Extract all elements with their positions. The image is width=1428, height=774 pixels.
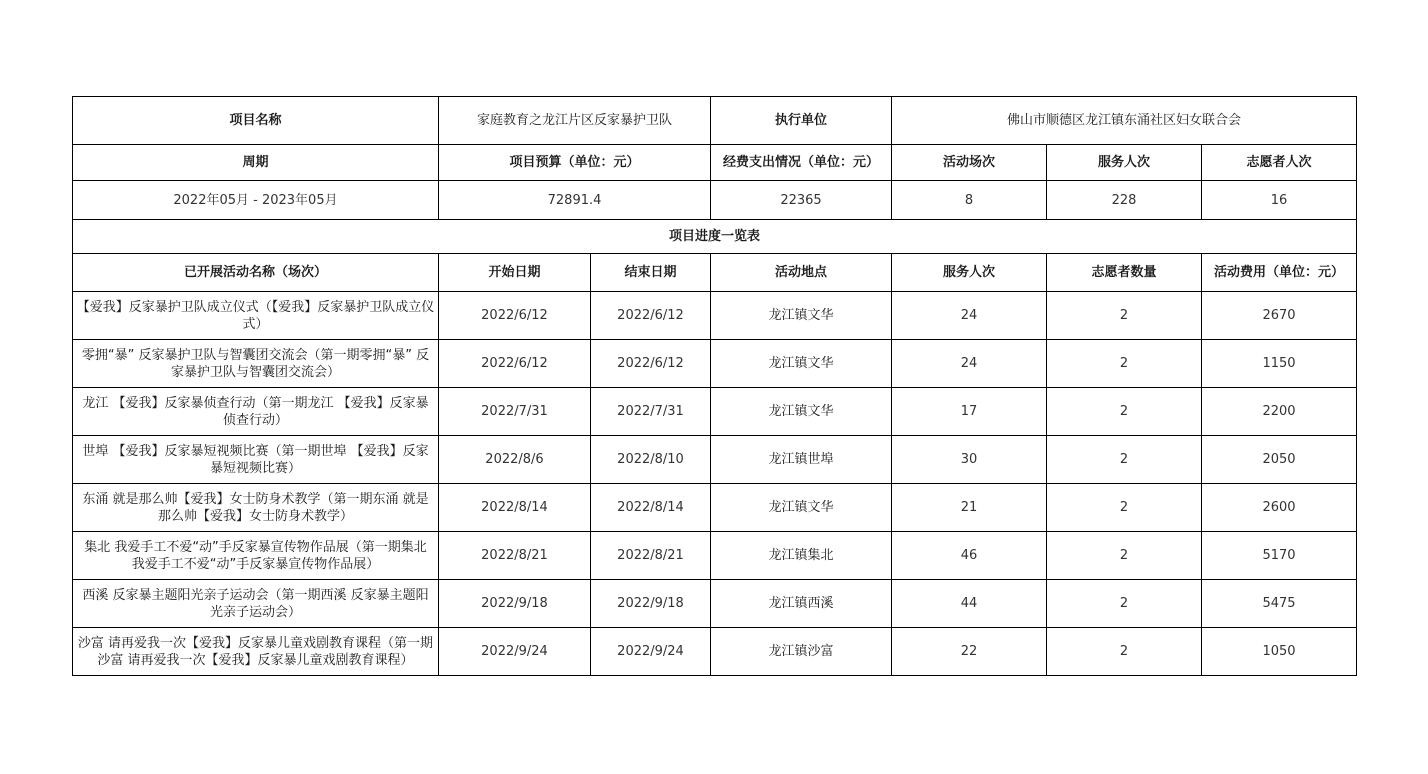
project-name-value: 家庭教育之龙江片区反家暴护卫队 [439,97,711,145]
start-date-cell: 2022/9/18 [439,580,591,628]
cost-cell: 5475 [1202,580,1357,628]
served-label: 服务人次 [1047,145,1202,181]
end-date-cell: 2022/6/12 [591,340,711,388]
activity-name-cell: 【爱我】反家暴护卫队成立仪式（【爱我】反家暴护卫队成立仪式） [73,292,439,340]
activity-name-cell: 世埠 【爱我】反家暴短视频比赛（第一期世埠 【爱我】反家暴短视频比赛） [73,436,439,484]
end-date-cell: 2022/8/21 [591,532,711,580]
table-row [73,340,1357,388]
volunteers-label: 志愿者人次 [1202,145,1357,181]
end-date-cell: 2022/7/31 [591,388,711,436]
volunteers-cell: 2 [1047,436,1202,484]
progress-header-row [73,254,1357,292]
expense-label: 经费支出情况（单位：元） [711,145,892,181]
place-cell: 龙江镇文华 [711,388,892,436]
volunteers-cell: 2 [1047,580,1202,628]
served-cell: 46 [892,532,1047,580]
activity-name-cell: 西溪 反家暴主题阳光亲子运动会（第一期西溪 反家暴主题阳光亲子运动会） [73,580,439,628]
volunteers-cell: 2 [1047,532,1202,580]
end-date-cell: 2022/9/24 [591,628,711,676]
served-cell: 24 [892,340,1047,388]
progress-title-row [73,220,1357,254]
volunteers-cell: 2 [1047,484,1202,532]
served-cell: 30 [892,436,1047,484]
col-header-end-date: 结束日期 [591,254,711,292]
start-date-cell: 2022/8/6 [439,436,591,484]
start-date-cell: 2022/6/12 [439,340,591,388]
cost-cell: 2600 [1202,484,1357,532]
cost-cell: 1050 [1202,628,1357,676]
place-cell: 龙江镇文华 [711,484,892,532]
col-header-activity-name: 已开展活动名称（场次） [73,254,439,292]
expense-value: 22365 [711,181,892,220]
start-date-cell: 2022/7/31 [439,388,591,436]
volunteers-value: 16 [1202,181,1357,220]
exec-unit-value: 佛山市顺德区龙江镇东涌社区妇女联合会 [892,97,1357,145]
period-value: 2022年05月 - 2023年05月 [73,181,439,220]
col-header-cost: 活动费用（单位：元） [1202,254,1357,292]
place-cell: 龙江镇西溪 [711,580,892,628]
cost-cell: 1150 [1202,340,1357,388]
activity-name-cell: 东涌 就是那么帅【爱我】女士防身术教学（第一期东涌 就是那么帅【爱我】女士防身术教学） [73,484,439,532]
end-date-cell: 2022/6/12 [591,292,711,340]
served-cell: 24 [892,292,1047,340]
project-report-table [72,96,1357,676]
end-date-cell: 2022/8/10 [591,436,711,484]
served-cell: 17 [892,388,1047,436]
table-row [73,484,1357,532]
progress-title: 项目进度一览表 [73,220,1357,254]
start-date-cell: 2022/8/21 [439,532,591,580]
summary-value-row [73,181,1357,220]
sessions-label: 活动场次 [892,145,1047,181]
served-cell: 21 [892,484,1047,532]
budget-value: 72891.4 [439,181,711,220]
activity-name-cell: 集北 我爱手工不爱“动”手反家暴宣传物作品展（第一期集北 我爱手工不爱“动”手反家暴宣传物作品展） [73,532,439,580]
period-label: 周期 [73,145,439,181]
table-row [73,388,1357,436]
end-date-cell: 2022/9/18 [591,580,711,628]
served-cell: 44 [892,580,1047,628]
activity-name-cell: 龙江 【爱我】反家暴侦查行动（第一期龙江 【爱我】反家暴侦查行动） [73,388,439,436]
place-cell: 龙江镇世埠 [711,436,892,484]
end-date-cell: 2022/8/14 [591,484,711,532]
col-header-start-date: 开始日期 [439,254,591,292]
table-row [73,436,1357,484]
cost-cell: 2200 [1202,388,1357,436]
place-cell: 龙江镇文华 [711,340,892,388]
project-name-label: 项目名称 [73,97,439,145]
summary-header-row [73,145,1357,181]
volunteers-cell: 2 [1047,388,1202,436]
volunteers-cell: 2 [1047,340,1202,388]
table-row [73,532,1357,580]
place-cell: 龙江镇集北 [711,532,892,580]
activity-name-cell: 沙富 请再爱我一次【爱我】反家暴儿童戏剧教育课程（第一期沙富 请再爱我一次【爱我】反家暴儿童戏剧教育课程） [73,628,439,676]
table-row [73,628,1357,676]
cost-cell: 2050 [1202,436,1357,484]
exec-unit-label: 执行单位 [711,97,892,145]
budget-label: 项目预算（单位：元） [439,145,711,181]
volunteers-cell: 2 [1047,628,1202,676]
col-header-place: 活动地点 [711,254,892,292]
volunteers-cell: 2 [1047,292,1202,340]
start-date-cell: 2022/6/12 [439,292,591,340]
place-cell: 龙江镇文华 [711,292,892,340]
served-value: 228 [1047,181,1202,220]
start-date-cell: 2022/8/14 [439,484,591,532]
table-row [73,580,1357,628]
col-header-served: 服务人次 [892,254,1047,292]
served-cell: 22 [892,628,1047,676]
cost-cell: 5170 [1202,532,1357,580]
place-cell: 龙江镇沙富 [711,628,892,676]
start-date-cell: 2022/9/24 [439,628,591,676]
cost-cell: 2670 [1202,292,1357,340]
col-header-volunteers: 志愿者数量 [1047,254,1202,292]
activity-name-cell: 零拥“暴” 反家暴护卫队与智囊团交流会（第一期零拥“暴” 反家暴护卫队与智囊团交流会） [73,340,439,388]
table-row [73,292,1357,340]
project-info-row [73,97,1357,145]
sessions-value: 8 [892,181,1047,220]
